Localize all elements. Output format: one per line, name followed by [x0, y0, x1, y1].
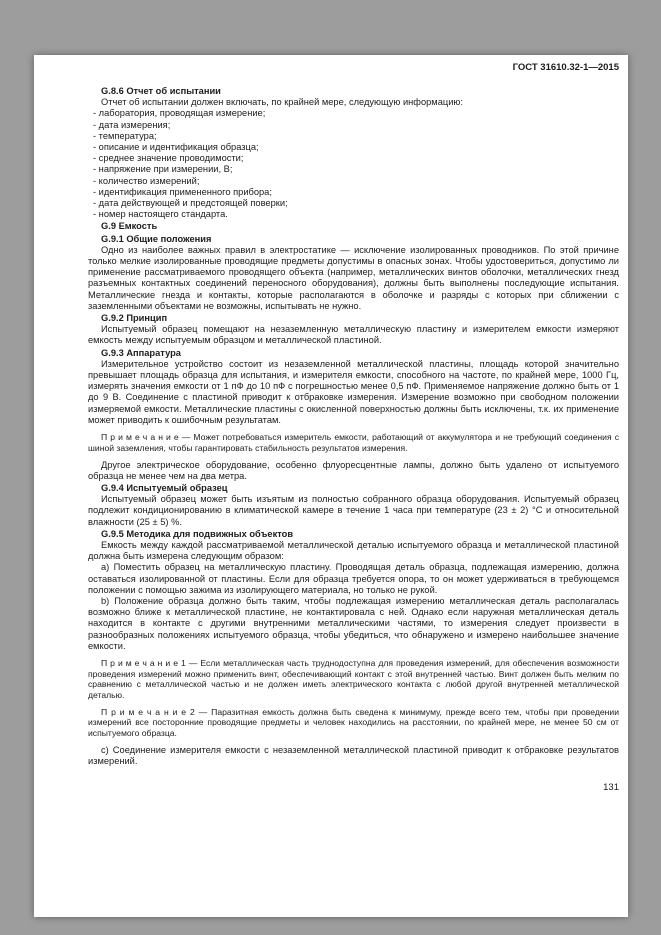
list-item: - среднее значение проводимости;: [93, 153, 244, 164]
page-number: 131: [603, 782, 619, 794]
paragraph: Отчет об испытании должен включать, по крайней мере, следующую информацию:: [101, 97, 463, 108]
note-paragraph: П р и м е ч а н и е 1 — Если металлическая часть труднодоступна для проведения измерений, для обеспечения возможности проведения измерений можно применить винт, обеспечивающий контакт с этой внутренней частью. Винт должен быть мелким по сравнению с металлической частью и не должен иметь электрического контакта с любой другой внутренней металлической деталью.: [88, 657, 619, 701]
list-item: - лаборатория, проводящая измерение;: [93, 108, 266, 119]
section-heading: G.9.3 Аппаратура: [101, 347, 181, 358]
paragraph: Емкость между каждой рассматриваемой металлической деталью испытуемого образца и металлической пластиной должна быть измерена следующим образом:: [88, 539, 619, 562]
paragraph: Испытуемый образец помещают на незаземленную металлическую пластину и измерителем емкости измеряют емкость между испытуемым образцом и металлической пластиной.: [88, 324, 619, 346]
list-item: - идентификация примененного прибора;: [93, 186, 272, 197]
paragraph: Одно из наиболее важных правил в электростатике — исключение изолированных проводников. По этой причине только мелкие изолированные проводящие предметы допустимы в опасных зонах. Чтобы удостовериться, допустимо ли применение рассматриваемого проводящего объекта (например, металлических винтов оболочки, металлических гнезд разъемных контактных соединений переносного оборудования), должны быть выполнены последующие испытания. Металлические гнезда и контакты, которые располагаются в оболочке и разряды с которых при сближении с заземленными объектами не возможны, испытывать не нужно.: [88, 244, 619, 311]
section-heading: G.9 Емкость: [101, 221, 158, 232]
list-item: - описание и идентификация образца;: [93, 142, 259, 153]
list-item: - дата действующей и предстоящей поверки;: [93, 198, 288, 209]
section-heading: G.8.6 Отчет об испытании: [101, 86, 221, 96]
paragraph: Испытуемый образец может быть изъятым из полностью собранного образца оборудования. Испытуемый образец подлежит кондиционированию в климатической камере в течение 1 часа при температуре (23 ± 2) °С и относительной влажности (25 ± 5) %.: [88, 494, 619, 527]
document-body: [88, 86, 619, 767]
paragraph: Измерительное устройство состоит из незаземленной металлической пластины, площадь которой значительно превышает площадь образца для испытания, и измерителя емкости, способного на частоте, по крайней мере, 1000 Гц, измерять значения емкости от 1 пФ до 10 пФ с погрешностью менее 0,5 пФ. Применяемое напряжение должно быть от 1 до 9 В. Соединение с пластиной приводит к отбраковке измерения. Измерение возможно при свободном положении измеряемой емкости. Металлические пластины с окисленной поверхностью должны быть исключены, т.к. их применение может приводить к ошибочным результатам.: [88, 358, 619, 425]
paragraph: Другое электрическое оборудование, особенно флуоресцентные лампы, должно быть удалено от испытуемого образца не менее чем на два метра.: [88, 459, 619, 481]
list-item: - температура;: [93, 130, 157, 141]
note-paragraph: П р и м е ч а н и е 2 — Паразитная емкость должна быть сведена к минимуму, прежде всего тем, чтобы при проведении измерений все посторонние проводящие предметы и человек находились на расстоянии, по крайней мере, не менее 50 см от испытуемого образца.: [88, 706, 619, 739]
list-item: - номер настоящего стандарта.: [93, 209, 228, 220]
list-item: - напряжение при измерении, В;: [93, 164, 233, 175]
note-paragraph: П р и м е ч а н и е — Может потребоваться измеритель емкости, работающий от аккумулятора и не требующий соединения с шиной заземления, чтобы гарантировать стабильность результатов измерения.: [88, 432, 619, 453]
section-heading: G.9.1 Общие положения: [101, 233, 212, 244]
document-header: ГОСТ 31610.32-1—2015: [512, 62, 619, 73]
list-item: - количество измерений;: [93, 175, 200, 186]
paragraph: a) Поместить образец на металлическую пластину. Проводящая деталь образца, подлежащая измерению, должна оставаться изолированной от пластины. Если для образца требуется опора, то он может удерживаться в требующемся положении с помощью зажима из изолирующего материала, но только не рукой.: [88, 562, 619, 595]
paragraph: b) Положение образца должно быть таким, чтобы подлежащая измерению металлическая деталь располагалась возможно ближе к металлической пластине, не контактировала с ней. Однако если наружная металлическая деталь находится в контакте с другими внутренними металлическими частями, то измерения следует произвести в разнообразных положениях испытуемого образца, чтобы убедиться, что обнаружено и измерено наибольшее значение емкости.: [88, 595, 619, 651]
section-heading: G.9.5 Методика для подвижных объектов: [101, 528, 294, 539]
paragraph: c) Соединение измерителя емкости с незаземленной металлической пластиной приводит к отбраковке результатов измерений.: [88, 744, 619, 767]
document-page: [34, 55, 628, 917]
list-item: - дата измерения;: [93, 119, 171, 130]
section-heading: G.9.2 Принцип: [101, 313, 168, 324]
section-heading: G.9.4 Испытуемый образец: [101, 482, 228, 493]
